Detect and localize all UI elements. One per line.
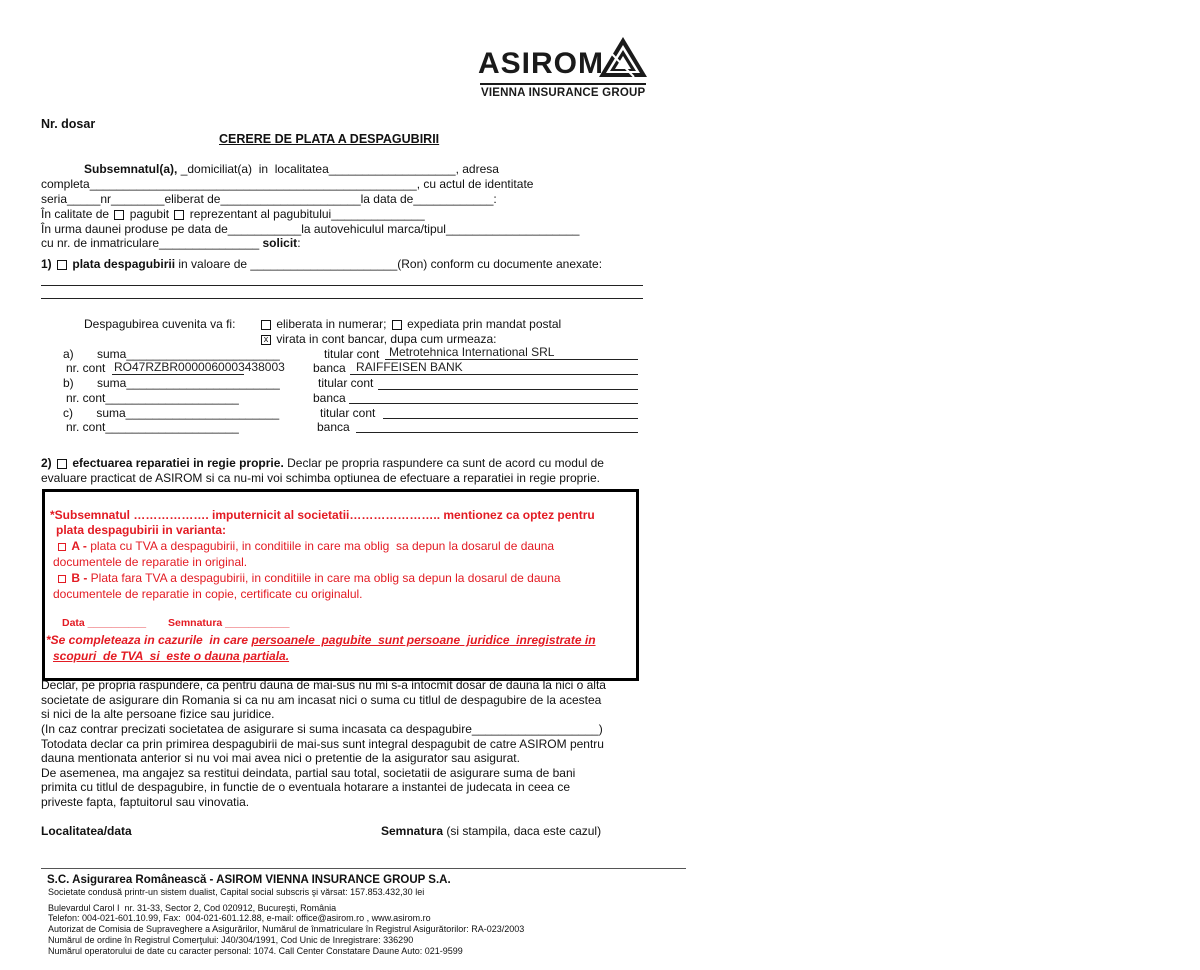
redbox-subsemnatul: Subsemnatul ………………. imputernicit al societatii………………….. mentionez ca optez pentru (54, 508, 595, 522)
section-1-label: plata despagubirii (72, 257, 176, 271)
b-banca-label: banca (313, 391, 346, 405)
pagubit-checkbox[interactable] (114, 210, 124, 220)
footer-autorizat: Autorizat de Comisia de Supraveghere a Asigurărilor, Numărul de înmatriculare în Registrul Asigurătorilor: RA-023/2003 (48, 924, 525, 934)
option-a-text: plata cu TVA a despagubirii, in conditiile in care ma oblig sa depun la dosarul de dauna (86, 539, 555, 553)
mandat-label: expediata prin mandat postal (407, 317, 562, 331)
declaration-line-9: priveste fapta, faptuitorul sau vinovatia. (41, 795, 250, 809)
declaration-line-2: societate de asigurare din Romania si ca nu am incasat nici o suma cu titlul de despagubire de la acestea (41, 693, 602, 707)
a-cont-line (112, 374, 244, 375)
section-2 (41, 456, 604, 470)
redbox-line-2: plata despagubirii in varianta: (56, 523, 227, 537)
cont-bancar-checkbox[interactable]: x (261, 335, 271, 345)
footer-contact: Telefon: 004-021-601.10.99, Fax: 004-021-601.12.88, e-mail: office@asirom.ro , www.asirom.ro (48, 913, 431, 923)
a-banca-value[interactable]: RAIFFEISEN BANK (356, 360, 463, 374)
footer-registru: Numărul de ordine în Registrul Comerţului: J40/304/1991, Cod Unic de Inregistrare: 336290 (48, 935, 414, 945)
numerar-checkbox[interactable] (261, 320, 271, 330)
anexe-line-1 (41, 285, 643, 286)
redbox-data: Data __________ (62, 617, 147, 629)
intro-line-5: În urma daunei produse pe data de___________la autovehiculul marca/tipul____________________ (41, 222, 580, 236)
intro-line-3: seria_____nr________eliberat de_____________________la data de____________: (41, 192, 497, 206)
option-a-checkbox[interactable] (58, 543, 66, 551)
pagubit-label: pagubit (126, 207, 173, 221)
logo-subtitle: VIENNA INSURANCE GROUP (481, 87, 646, 99)
footer-divider (41, 868, 686, 869)
solicit-colon: : (297, 236, 301, 250)
option-b-letter: B - (71, 571, 88, 585)
inmatriculare-text: cu nr. de inmatriculare_______________ (41, 236, 263, 250)
section-2-number: 2) (41, 456, 56, 470)
redbox-note-1a: Se completeaza in cazurile in care (50, 633, 252, 647)
redbox-note-2: scopuri de TVA si este o dauna partiala. (53, 649, 290, 663)
mandat-checkbox[interactable] (392, 320, 402, 330)
footer-company: S.C. Asigurarea Românească - ASIROM VIENNA INSURANCE GROUP S.A. (47, 874, 451, 886)
plata-checkbox[interactable] (57, 260, 67, 270)
b-cont: nr. cont____________________ (66, 391, 239, 405)
localitate-data-label: Localitatea/data (41, 824, 132, 838)
section-1 (41, 257, 602, 271)
a-banca-line (350, 374, 638, 375)
a-titular-label: titular cont (324, 347, 380, 361)
redbox-semnatura: Semnatura ___________ (168, 617, 290, 629)
redbox-note-1b: persoanele pagubite sunt persoane juridice inregistrate in (251, 633, 596, 647)
a-banca-label: banca (313, 361, 346, 375)
numerar-label: eliberata in numerar; (276, 317, 387, 331)
intro-line-1-text: _domiciliat(a) in localitatea___________________, adresa (177, 162, 499, 176)
anexe-line-2 (41, 298, 643, 299)
declaration-line-4: (In caz contrar precizati societatea de asigurare si suma incasata ca despagubire___________________) (41, 722, 603, 736)
semnatura-label: Semnatura (381, 824, 444, 838)
regie-checkbox[interactable] (57, 459, 67, 469)
numerar-option (259, 317, 561, 331)
subsemnatul-label: Subsemnatul(a), (84, 162, 178, 176)
option-b (56, 571, 561, 585)
semnatura-note: (si stampila, daca este cazul) (443, 824, 602, 838)
b-titular-line (378, 389, 638, 390)
redbox-star-2: * (46, 633, 51, 647)
intro-line-6 (41, 236, 301, 250)
c-titular-label: titular cont (320, 406, 376, 420)
c-titular-line (383, 418, 638, 419)
asirom-triangle-icon (598, 36, 648, 78)
declaration-line-3: si nici de la alte persoane fizice sau juridice. (41, 707, 275, 721)
section-1-number: 1) (41, 257, 56, 271)
section-1-text: in valoare de ______________________(Ron) conform cu documente anexate: (175, 257, 603, 271)
a-titular-value[interactable]: Metrotehnica International SRL (389, 345, 555, 359)
reprezentant-checkbox[interactable] (174, 210, 184, 220)
logo-wordmark: ASIROM (478, 47, 604, 80)
b-suma: b) suma_______________________ (63, 376, 280, 390)
declaration-line-8: primita cu titlul de despagubire, in functie de o eventuala hotarare a instantei de judecata in ceea ce (41, 780, 571, 794)
footer-line-1: Societate condusă printr-un sistem dualist, Capital social subscris şi vărsat: 157.853.432,30 lei (48, 887, 425, 897)
section-2-line-2: evaluare practicat de ASIROM si ca nu-mi voi schimba optiunea de efectuare a reparatiei in regie proprie. (41, 471, 600, 485)
a-cont-value[interactable]: RO47RZBR0000060003438003 (114, 360, 285, 374)
cont-bancar-label: virata in cont bancar, dupa cum urmeaza: (276, 332, 497, 346)
c-banca-line (356, 432, 638, 433)
section-2-text: Declar pe propria raspundere ca sunt de acord cu modul de (283, 456, 604, 470)
form-title: CERERE DE PLATA A DESPAGUBIRII (219, 132, 440, 146)
a-suma: a) suma_______________________ (63, 347, 280, 361)
redbox-star-1: * (50, 508, 55, 522)
a-cont-label: nr. cont (66, 361, 106, 375)
option-b-line-2: documentele de reparatie in copie, certificate cu originalul. (53, 587, 363, 601)
cont-bancar-option (259, 332, 496, 346)
option-a-letter: A - (71, 539, 87, 553)
declaration-line-5: Totodata declar ca prin primirea despagubirii de mai-sus sunt integral despagubit de catre ASIROM pentru (41, 737, 604, 751)
option-b-text: Plata fara TVA a despagubirii, in conditiile in care ma oblig sa depun la dosarul de dauna (87, 571, 561, 585)
b-titular-label: titular cont (318, 376, 374, 390)
declaration-line-6: dauna mentionata anterior si nu voi mai avea nici o pretentie de la asigurator sau asigurat. (41, 751, 520, 765)
solicit-label: solicit (262, 236, 298, 250)
intro-line-2: completa_________________________________________________, cu actul de identitate (41, 177, 534, 191)
b-banca-line (349, 403, 638, 404)
declaration-line-7: De asemenea, ma angajez sa restitui deindata, partial sau total, societatii de asigurare suma de bani (41, 766, 576, 780)
redbox-note-1 (46, 633, 596, 647)
option-b-checkbox[interactable] (58, 575, 66, 583)
option-a (56, 539, 554, 553)
footer-operator: Numărul operatorului de date cu caracter personal: 1074. Call Center Constatare Daune Auto: 021-9599 (48, 946, 463, 956)
logo-divider (480, 83, 646, 85)
declaration-line-1: Declar, pe propria raspundere, ca pentru dauna de mai-sus nu mi s-a intocmit dosar de dauna la nici o alta (41, 678, 606, 692)
semnatura-line (381, 824, 601, 838)
footer-address: Bulevardul Carol I nr. 31-33, Sector 2, Cod 020912, Bucureşti, România (48, 903, 337, 913)
calitate-label: În calitate de (41, 207, 113, 221)
c-banca-label: banca (317, 420, 350, 434)
section-2-label: efectuarea reparatiei in regie proprie. (72, 456, 284, 470)
redbox-line-1 (50, 508, 595, 522)
intro-line-4 (41, 207, 425, 221)
reprezentant-label: reprezentant al pagubitului______________ (186, 207, 425, 221)
c-cont: nr. cont____________________ (66, 420, 239, 434)
option-a-line-2: documentele de reparatie in original. (53, 555, 248, 569)
intro-line-1 (84, 162, 499, 176)
c-suma: c) suma_______________________ (63, 406, 280, 420)
dosar-label: Nr. dosar (41, 117, 96, 131)
payment-intro: Despagubirea cuvenita va fi: (84, 317, 236, 331)
